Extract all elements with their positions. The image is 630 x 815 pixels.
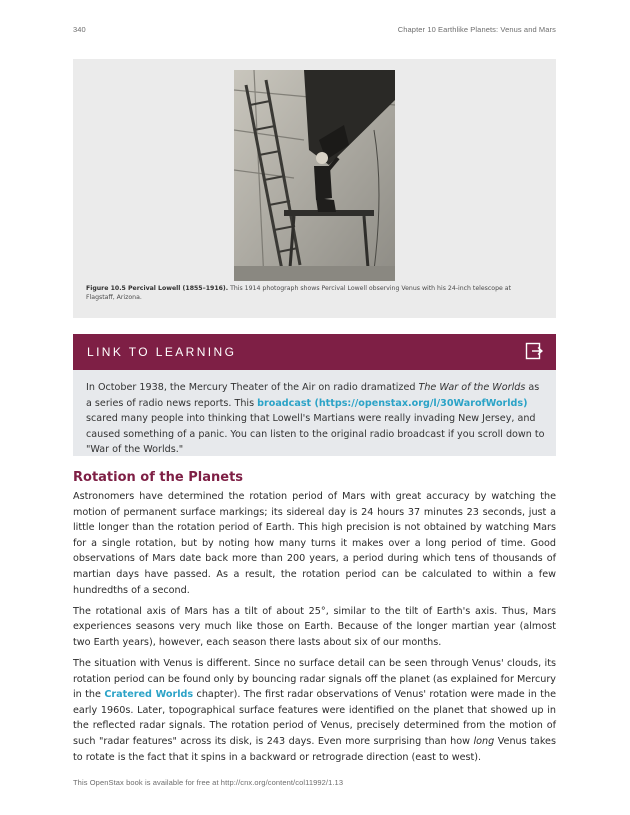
link-text-part: as a series of radio news reports. This — [86, 382, 540, 409]
link-to-learning-header — [73, 334, 556, 370]
paragraph-text-part: chapter). The first radar observations of Venus' rotation were made in the early 1960s. Later, topographical surface features were identified on the planet that showed up in the reflected radar signals. The rotation period of Venus, precisely determined from the motion of such "radar features" across its disk, is 243 days. Even more surprising than how — [73, 689, 556, 747]
external-link-icon — [525, 342, 543, 360]
paragraph-mars-axis: The rotational axis of Mars has a tilt of about 25°, similar to the tilt of Earth's axis. Thus, Mars experiences seasons very much like those on Earth. Because of the longer martian year (almost two Earth years), however, each season there lasts about six of our months. — [73, 605, 556, 648]
link-to-learning-text — [86, 380, 546, 458]
figure-label: Figure 10.5 Percival Lowell (1855–1916). — [86, 285, 229, 292]
chapter-title: Chapter 10 Earthlike Planets: Venus and Mars — [397, 25, 556, 34]
page-number: 340 — [73, 25, 86, 34]
section-title: Rotation of the Planets — [73, 470, 244, 485]
figure-box — [73, 59, 556, 318]
footer-availability: This OpenStax book is available for free at http://cnx.org/content/col11992/1.13 — [73, 778, 344, 787]
cratered-worlds-link[interactable]: Cratered Worlds — [104, 689, 194, 701]
link-to-learning-title: LINK TO LEARNING — [87, 345, 237, 359]
paragraph-text-part: Venus takes to rotate is the fact that it spins in a backward or retrograde direction (east to west). — [73, 735, 556, 763]
emphasis-long: long — [473, 735, 495, 747]
link-to-learning-body — [73, 370, 556, 456]
paragraph-text-part: The situation with Venus is different. Since no surface detail can be seen through Venus' clouds, its rotation period can be found only by bouncing radar signals off the planet (as explained for Mercury in the — [73, 657, 556, 701]
lowell-telescope-photo — [234, 70, 395, 281]
figure-caption-text: This 1914 photograph shows Percival Lowell observing Venus with his 24-inch telescope at Flagstaff, Arizona. — [86, 285, 512, 301]
section-body — [73, 489, 556, 771]
link-text-part: In October 1938, the Mercury Theater of the Air on radio dramatized — [86, 382, 419, 393]
paragraph-mars-rotation: Astronomers have determined the rotation period of Mars with great accuracy by watching the motion of permanent surface markings; its sidereal day is 24 hours 37 minutes 23 seconds, just a little longer than the rotation period of Earth. This high precision is not obtained by watching Mars for a single rotation, but by noting how many turns it makes over a long period of time. Good observations of Mars date back more than 200 years, a period during which tens of thousands of martian days have passed. As a result, the rotation period can be calculated to within a few hundredths of a second. — [73, 491, 556, 596]
figure-caption — [86, 284, 541, 302]
war-of-the-worlds-title: The War of the Worlds — [418, 382, 526, 393]
broadcast-link[interactable]: broadcast (https://openstax.org/l/30WarofWorlds) — [257, 397, 528, 409]
link-text-part: scared many people into thinking that Lowell's Martians were really invading New Jersey, and caused something of a panic. You can listen to the original radio broadcast if you scroll down to "War of the Worlds." — [86, 413, 545, 455]
paragraph-venus-rotation — [73, 656, 556, 765]
